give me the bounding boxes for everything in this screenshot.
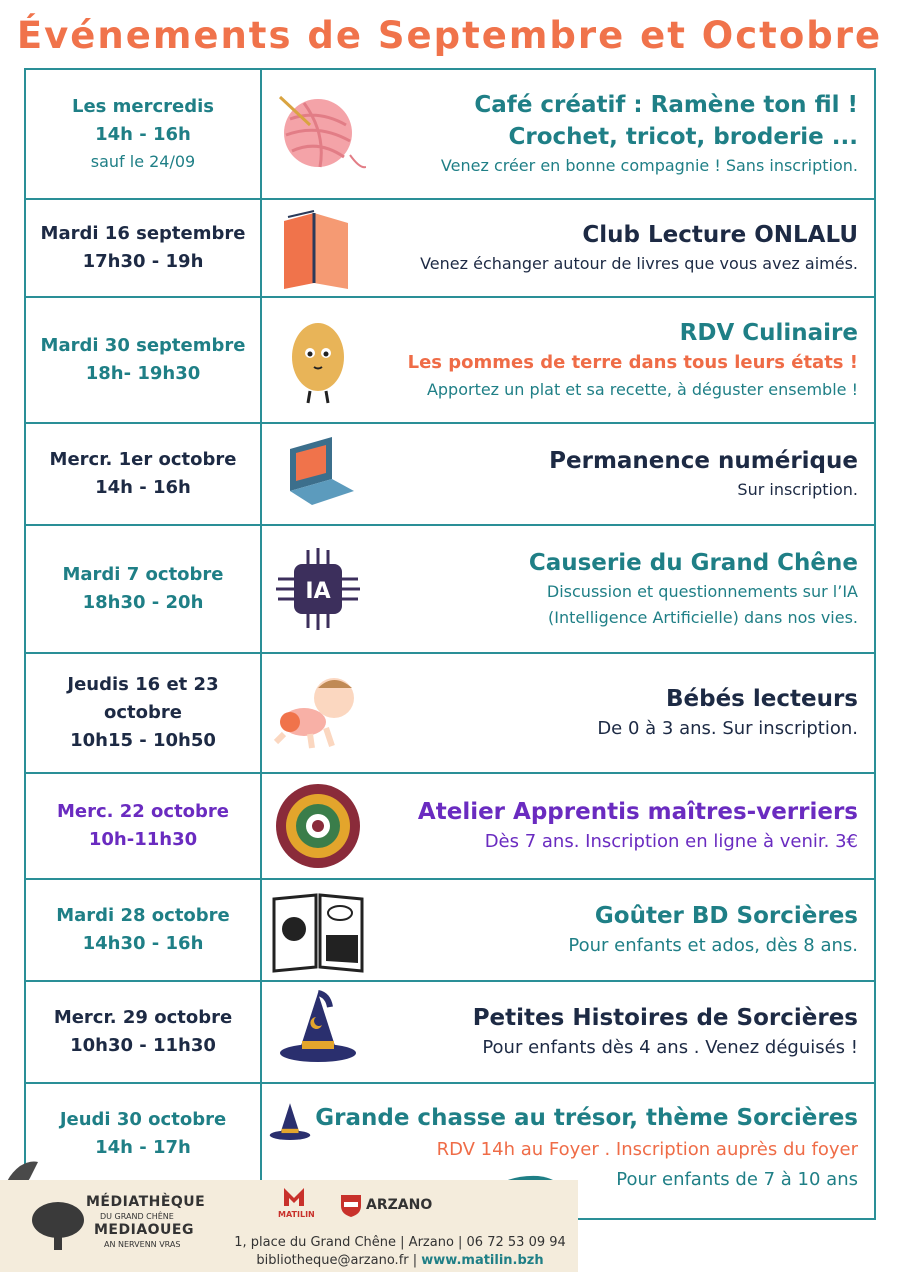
ai-chip-icon [270,544,366,634]
date-line: 14h30 - 16h [82,933,204,954]
event-row [26,774,874,880]
event-info [366,982,858,1082]
date-line: Jeudi 30 octobre [59,1109,227,1130]
event-row [26,200,874,298]
event-info [366,424,858,524]
potato-icon [270,315,366,405]
date-line: 14h - 16h [95,124,191,145]
matilin-logo [276,1184,328,1224]
arzano-shield-icon [340,1194,362,1218]
date-line: Mardi 16 septembre [40,223,246,244]
date-line: Mercr. 29 octobre [53,1007,233,1028]
event-description: Discussion et questionnements sur l’IA [546,582,858,601]
yarn-ball-icon [270,89,366,179]
library-subname-breton: AN NERVENN VRAS [104,1240,181,1249]
event-description: Pour enfants de 7 à 10 ans [616,1169,858,1190]
event-title: Goûter BD Sorcières [594,903,858,929]
event-title: Grande chasse au trésor, thème Sorcières [315,1105,858,1131]
event-info [366,526,858,652]
event-date [26,774,262,878]
event-title: Café créatif : Ramène ton fil ! [474,92,858,118]
matilin-label: MATILIN [278,1210,315,1219]
date-line: 14h - 16h [95,477,191,498]
library-subname: DU GRAND CHÊNE [100,1212,174,1221]
events-table [24,68,876,1220]
event-description: Venez échanger autour de livres que vous avez aimés. [420,254,858,273]
event-date [26,880,262,980]
event-info [366,200,858,296]
date-line: 18h- 19h30 [85,363,201,384]
date-line: Mardi 28 octobre [56,905,230,926]
arzano-logo [340,1194,440,1220]
date-line: Jeudis 16 et 23 [67,674,219,695]
event-title: Petites Histoires de Sorcières [472,1005,858,1031]
date-line: 18h30 - 20h [82,592,204,613]
date-line: Mercr. 1er octobre [49,449,237,470]
crawling-baby-icon [270,668,366,758]
event-info [366,774,858,878]
date-line: Mardi 7 octobre [62,564,224,585]
event-title: Bébés lecteurs [665,686,858,712]
event-info [366,70,858,198]
event-description: Apportez un plat et sa recette, à déguster ensemble ! [426,380,858,399]
event-description: Pour enfants dès 4 ans . Venez déguisés ! [482,1037,858,1058]
event-date [26,526,262,652]
date-line: Mardi 30 septembre [40,335,246,356]
event-title: RDV Culinaire [679,320,858,346]
event-row [26,424,874,526]
arzano-label: ARZANO [366,1197,433,1213]
matilin-m-icon [282,1184,306,1208]
event-date [26,298,262,422]
event-title: Atelier Apprentis maîtres-verriers [417,799,858,825]
event-date [26,200,262,296]
event-row [26,526,874,654]
laptop-icon [270,429,366,519]
comic-book-icon [270,885,366,975]
date-line: 14h - 17h [95,1137,191,1158]
event-description: Sur inscription. [737,480,858,499]
page-title: Événements de Septembre et Octobre [16,14,883,57]
event-description: De 0 à 3 ans. Sur inscription. [597,718,858,739]
date-note: sauf le 24/09 [90,152,196,171]
event-title: Club Lecture ONLALU [582,222,858,248]
date-line: 10h-11h30 [88,829,198,850]
event-date [26,654,262,772]
event-title: Causerie du Grand Chêne [528,550,858,576]
event-description: Venez créer en bonne compagnie ! Sans inscription. [440,156,858,175]
open-book-icon [270,203,366,293]
contact-info [230,1234,570,1270]
ai-chip-label: IA [305,579,331,604]
footer [0,1180,578,1272]
event-row [26,880,874,982]
event-description: Dès 7 ans. Inscription en ligne à venir. 3€ [484,831,858,852]
address: 1, place du Grand Chêne | Arzano | 06 72 53 09 94 [234,1235,566,1250]
event-date [26,70,262,198]
email-link[interactable]: bibliotheque@arzano.fr | [256,1253,418,1268]
oak-tree-icon [30,1198,86,1252]
event-description: (Intelligence Artificielle) dans nos vies. [548,608,858,627]
event-description: Pour enfants et ados, dès 8 ans. [568,935,858,956]
date-line: Merc. 22 octobre [56,801,230,822]
date-line: 17h30 - 19h [82,251,204,272]
library-name-breton: MEDIAOUEG [94,1222,194,1238]
date-line: Les mercredis [71,96,215,117]
date-line: octobre [104,702,182,723]
event-row [26,982,874,1084]
event-title: Crochet, tricot, broderie ... [508,124,858,150]
event-info [366,654,858,772]
event-date [26,982,262,1082]
event-row [26,654,874,774]
date-line: 10h30 - 11h30 [70,1035,216,1056]
event-title: Permanence numérique [549,448,858,474]
event-row [26,70,874,200]
event-date [26,1084,262,1184]
event-highlight: Les pommes de terre dans tous leurs états ! [407,352,858,373]
event-row [26,298,874,424]
event-date [26,424,262,524]
event-info [366,880,858,980]
event-info [366,298,858,422]
date-line: 10h15 - 10h50 [70,730,216,751]
library-name: MÉDIATHÈQUE [86,1194,206,1210]
website-link[interactable]: www.matilin.bzh [421,1253,544,1268]
library-logo [30,1188,230,1268]
stained-glass-rosette-icon [270,781,366,871]
event-highlight: RDV 14h au Foyer . Inscription auprès du foyer [436,1139,858,1160]
witch-hat-icon [270,987,366,1077]
